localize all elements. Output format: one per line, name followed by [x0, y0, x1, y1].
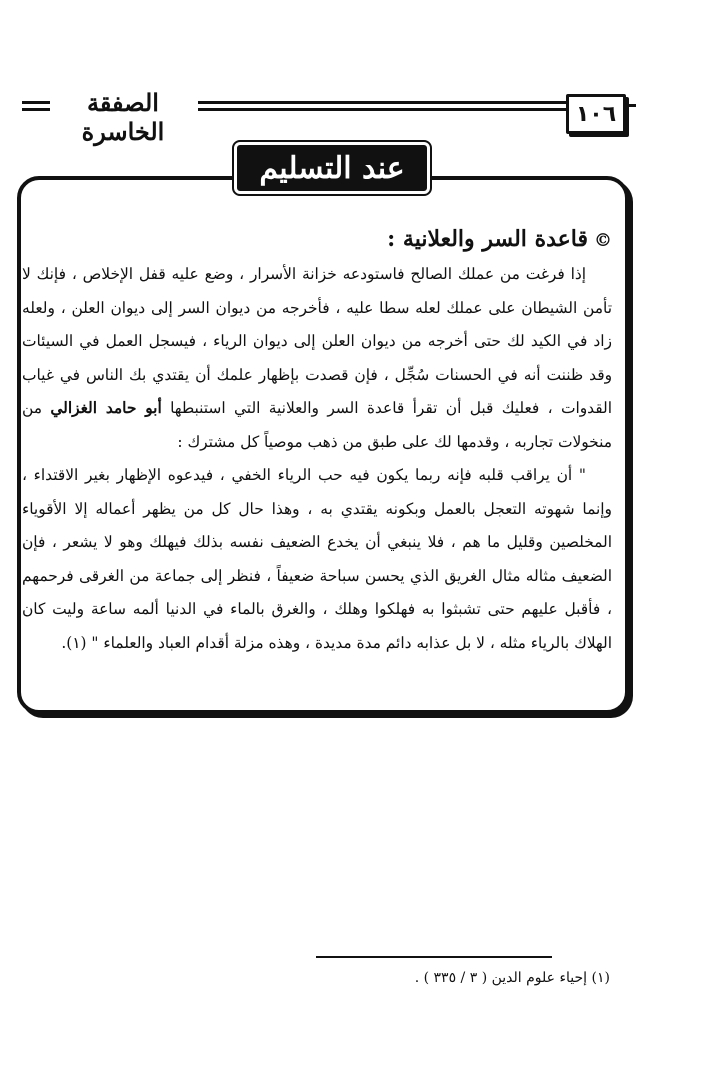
rule-heading-text: قاعدة السر والعلانية :	[387, 226, 588, 252]
header-rule-mid-top	[198, 101, 566, 104]
page-number: ١٠٦	[566, 94, 626, 134]
header-rule-mid-bottom	[198, 108, 566, 111]
author-name: أبو حامد الغزالي	[50, 399, 162, 417]
paragraph-2-quote: " أن يراقب قلبه فإنه ربما يكون فيه حب الرياء الخفي ، فيدعوه الإظهار بغير الاقتداء ، وإنما شهوته التعجل بالعمل وبكونه يقتدي به ، وهذا حال كل من يظهر أعماله إلا الأقوياء المخلصين وقليل ما هم ، فلا ينبغي أن يخدع الضعيف نفسه بذلك فيهلك وهو لا يشعر ، فإن الضعيف مثاله مثال الغريق الذي يحسن سباحة ضعيفاً ، فنظر إلى جماعة من الغرقى فرحمهم ، فأقبل عليهم حتى تشبثوا به فهلكوا وهلك ، والغرق بالماء في الدنيا ألمه ساعة وليت كان الهلاك بالرياء مثله ، لا بل عذابه دائم مدة مديدة ، وهذه مزلة أقدام العباد والعلماء " (١).	[22, 466, 612, 652]
page-header	[0, 0, 718, 146]
header-rule-left-top	[22, 101, 50, 104]
footnote: (١) إحياء علوم الدين ( ٣ / ٣٣٥ ) .	[414, 970, 610, 986]
header-rule-left-bottom	[22, 108, 50, 111]
para1-text-b: من منخولات تجاربه ، وقدمها لك على طبق من ذهب موصياً كل مشترك :	[22, 399, 612, 451]
frame-content	[22, 224, 612, 660]
box-title: عند التسليم	[234, 142, 430, 194]
footnote-separator	[316, 956, 552, 958]
rule-heading	[22, 224, 612, 256]
running-title: الصفقة الخاسرة	[81, 88, 165, 146]
paragraph-1	[22, 258, 612, 459]
bullet-icon: ©	[594, 230, 612, 251]
header-rule-right	[626, 104, 636, 107]
para1-text-a: إذا فرغت من عملك الصالح فاستودعه خزانة الأسرار ، وضع عليه قفل الإخلاص ، فإنك لا تأمن الشيطان على عملك لعله سطا عليه ، فأخرجه من ديوان السر إلى ديوان العلن ، ولعله زاد في الكيد لك حتى أخرجه من ديوان العلن إلى ديوان الرياء ، فيسجل العمل في السيئات وقد ظننت أنه في الحسنات سُجِّل ، فإن قصدت بإظهار علمك أن يقتدي بك الناس في غياب القدوات ، فعليك قبل أن تقرأ قاعدة السر والعلانية التي استنبطها	[22, 265, 612, 417]
